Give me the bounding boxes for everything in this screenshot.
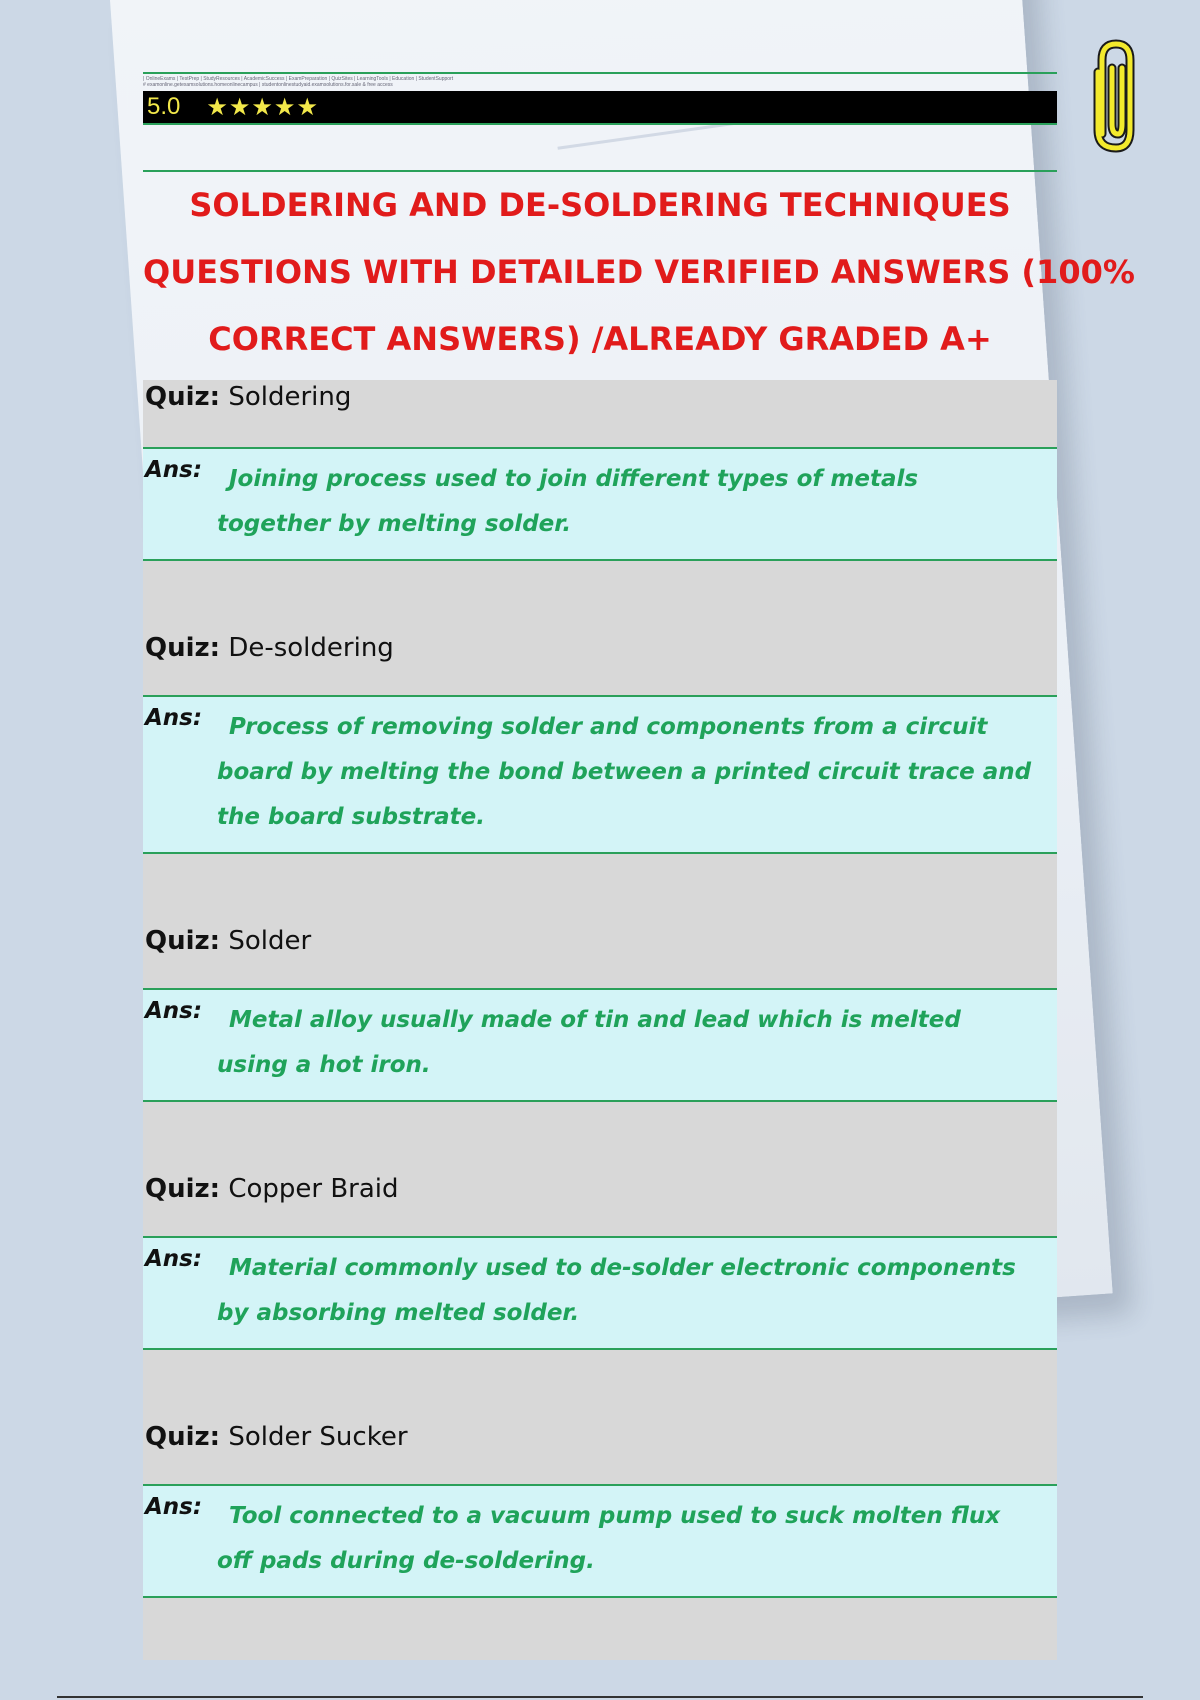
- quiz-label: Quiz:: [145, 633, 221, 663]
- answer-row: [143, 1238, 1057, 1350]
- quiz-label: Quiz:: [145, 1422, 221, 1452]
- header-links-text: | OnlineExams | TestPrep | StudyResources | AcademicSuccess | ExamPreparation | QuizSites | LearningTools | Education | StudentSupport: [143, 76, 454, 82]
- quiz-text: [145, 1174, 399, 1204]
- quiz-term: Copper Braid: [228, 1174, 399, 1204]
- answer-label: Ans:: [145, 998, 203, 1024]
- quiz-row: [143, 380, 1057, 449]
- answer-row: [143, 449, 1057, 561]
- quiz-row: [143, 561, 1057, 697]
- quiz-term: De-soldering: [228, 633, 394, 663]
- answer-row: [143, 697, 1057, 854]
- header-links: [143, 72, 1057, 88]
- quiz-text: [145, 633, 394, 663]
- quiz-term: Soldering: [228, 382, 352, 412]
- title-line-1: SOLDERING AND DE-SOLDERING TECHNIQUES: [189, 186, 1011, 224]
- rating-stars: ★★★★★: [206, 93, 319, 121]
- quiz-row: [143, 854, 1057, 990]
- answer-label: Ans:: [145, 457, 203, 483]
- quiz-label: Quiz:: [145, 926, 221, 956]
- rating-value: 5.0: [147, 93, 181, 120]
- answer-text: Joining process used to join different types of metals together by melting solder.: [217, 466, 919, 537]
- answer-text: Process of removing solder and components from a circuit board by melting the bond between a printed circuit trace and the board substrate.: [217, 714, 1032, 830]
- page-title: [143, 172, 1135, 373]
- qa-list: [143, 380, 1057, 1660]
- quiz-term: Solder: [228, 926, 312, 956]
- answer-text: Metal alloy usually made of tin and lead which is melted using a hot iron.: [217, 1007, 961, 1078]
- answer-text: Material commonly used to de-solder electronic components by absorbing melted solder.: [217, 1255, 1016, 1326]
- rating-bar: [143, 91, 1057, 125]
- quiz-text: [145, 382, 351, 412]
- title-line-3: CORRECT ANSWERS) /ALREADY GRADED A+: [208, 320, 992, 358]
- quiz-row: [143, 1350, 1057, 1486]
- answer-label: Ans:: [145, 1494, 203, 1520]
- paperclip-icon: [1088, 38, 1144, 154]
- quiz-text: [145, 926, 311, 956]
- quiz-term: Solder Sucker: [228, 1422, 408, 1452]
- answer-label: Ans:: [145, 705, 203, 731]
- answer-label: Ans:: [145, 1246, 203, 1272]
- trailing-quiz-block: [143, 1598, 1057, 1660]
- quiz-text: [145, 1422, 408, 1452]
- answer-row: [143, 990, 1057, 1102]
- quiz-label: Quiz:: [145, 382, 221, 412]
- quiz-row: [143, 1102, 1057, 1238]
- answer-row: [143, 1486, 1057, 1598]
- answer-text: Tool connected to a vacuum pump used to suck molten flux off pads during de-soldering.: [217, 1503, 1001, 1574]
- header-links-subtext: # examonline.getexamsolutions.homeonlinecampus | studentonlinestudyaid.examsolutions.for.sale & free access: [143, 82, 393, 88]
- footer-divider: [57, 1696, 1143, 1698]
- title-line-2: QUESTIONS WITH DETAILED VERIFIED ANSWERS (100%: [143, 253, 1135, 291]
- quiz-label: Quiz:: [145, 1174, 221, 1204]
